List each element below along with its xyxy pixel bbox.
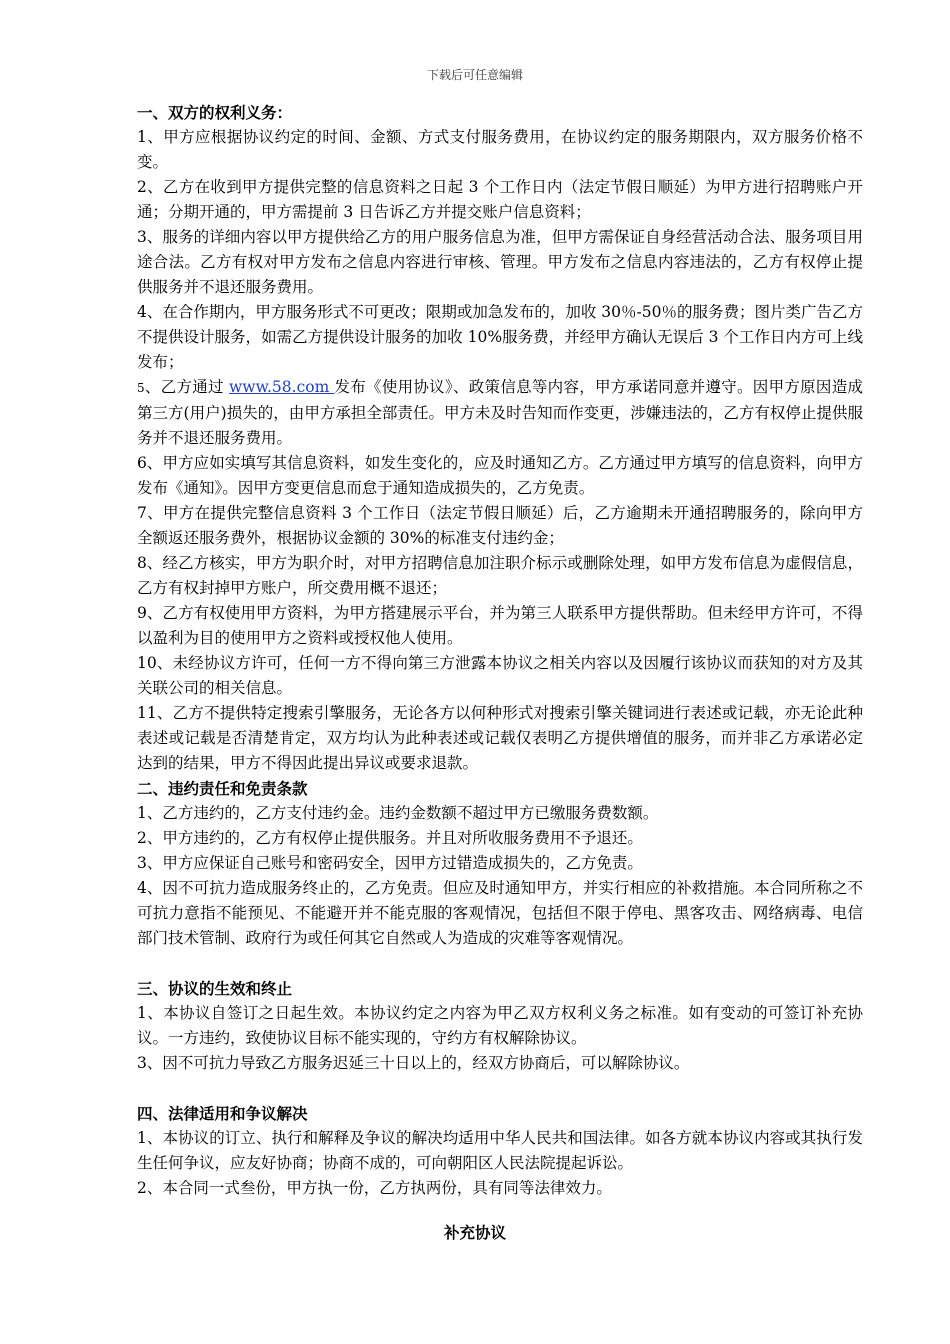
section-heading-law: 四、法律适用和争议解决: [137, 1104, 308, 1123]
clause-1-3: 3、服务的详细内容以甲方提供给乙方的用户服务信息为准，但甲方需保证自身经营活动合法、服务项目用途合法。乙方有权对甲方发布之信息内容进行审核、管理。甲方发布之信息内容违法的，乙方有权停止提供服务并不退还服务费用。: [137, 228, 863, 296]
clause-number: 5: [137, 381, 145, 395]
clause-1-1: 1、甲方应根据协议约定的时间、金额、方式支付服务费用，在协议约定的服务期限内，双方服务价格不变。: [137, 128, 863, 171]
clause-text: 发布《使用协议》、政策信息等内容，甲方承诺同意并遵守。因甲方原因造成第三方(用户)损失的，由甲方承担全部责任。甲方未及时告知而作变更，涉嫌违法的，乙方有权停止提供服务并不退还服务费用。: [137, 378, 863, 447]
clause-4-2: 2、本合同一式叁份，甲方执一份，乙方执两份，具有同等法律效力。: [137, 1179, 612, 1197]
clause-3-1: 1、本协议自签订之日起生效。本协议约定之内容为甲乙双方权利义务之标准。如有变动的可签订补充协议。一方违约，致使协议目标不能实现的，守约方有权解除协议。: [137, 1004, 863, 1047]
clause-2-2: 2、甲方违约的，乙方有权停止提供服务。并且对所收服务费用不予退还。: [137, 829, 643, 847]
website-link[interactable]: www.58.com: [229, 378, 335, 396]
clause-1-8: 8、经乙方核实，甲方为职介时，对甲方招聘信息加注职介标示或删除处理，如甲方发布信息为虚假信息，乙方有权封掉甲方账户，所交费用概不退还；: [137, 554, 863, 597]
spacer: [137, 951, 863, 976]
clause-2-1: 1、乙方违约的，乙方支付违约金。违约金数额不超过甲方已缴服务费数额。: [137, 804, 659, 822]
clause-2-3: 3、甲方应保证自己账号和密码安全，因甲方过错造成损失的，乙方免责。: [137, 854, 643, 872]
clause-3-3: 3、因不可抗力导致乙方服务迟延三十日以上的，经双方协商后，可以解除协议。: [137, 1054, 690, 1072]
clause-2-4: 4、因不可抗力造成服务终止的，乙方免责。但应及时通知甲方，并实行相应的补救措施。本合同所称之不可抗力意指不能预见、不能避开并不能克服的客观情况，包括但不限于停电、黑客攻击、网络病毒、电信部门技术管制、政府行为或任何其它自然或人为造成的灾难等客观情况。: [137, 879, 863, 947]
clause-4-1: 1、本协议的订立、执行和解释及争议的解决均适用中华人民共和国法律。如各方就本协议内容或其执行发生任何争议，应友好协商；协商不成的，可向朝阳区人民法院提起诉讼。: [137, 1129, 863, 1172]
supplementary-agreement-title: 补充协议: [443, 1223, 506, 1242]
page-header-note: 下载后可任意编辑: [426, 68, 523, 82]
clause-1-4: 4、在合作期内，甲方服务形式不可更改；限期或加急发布的，加收 30％-50％的服务费；图片类广告乙方不提供设计服务，如需乙方提供设计服务的加收 10%服务费，并经甲方确认无误后 3 个工作日内方可上线发布；: [137, 303, 863, 371]
spacer: [137, 1076, 863, 1101]
clause-1-6: 6、甲方应如实填写其信息资料，如发生变化的，应及时通知乙方。乙方通过甲方填写的信息资料，向甲方发布《通知》。因甲方变更信息而怠于通知造成损失的，乙方免责。: [137, 454, 863, 497]
clause-1-7: 7、甲方在提供完整信息资料 3 个工作日（法定节假日顺延）后，乙方逾期未开通招聘服务的，除向甲方全额返还服务费外，根据协议金额的 30%的标准支付违约金；: [137, 504, 863, 547]
section-heading-liability: 二、违约责任和免责条款: [137, 779, 308, 798]
clause-1-10: 10、未经协议方许可，任何一方不得向第三方泄露本协议之相关内容以及因履行该协议而获知的对方及其关联公司的相关信息。: [137, 654, 863, 697]
agreement-body: [137, 100, 863, 1201]
section-heading-rights: 一、双方的权利义务：: [137, 103, 293, 122]
section-heading-effect: 三、协议的生效和终止: [137, 979, 293, 998]
clause-text: 、乙方通过: [144, 378, 230, 396]
clause-1-11: 11、乙方不提供特定搜索引擎服务，无论各方以何种形式对搜索引擎关键词进行表述或记载，亦无论此种表述或记载是否清楚肯定，双方均认为此种表述或记载仅表明乙方提供增值的服务，而并非乙方承诺必定达到的结果，甲方不得因此提出异议或要求退款。: [137, 704, 863, 772]
clause-1-2: 2、乙方在收到甲方提供完整的信息资料之日起 3 个工作日内（法定节假日顺延）为甲方进行招聘账户开通；分期开通的，甲方需提前 3 日告诉乙方并提交账户信息资料；: [137, 178, 863, 221]
clause-1-5: [137, 375, 863, 451]
clause-1-9: 9、乙方有权使用甲方资料，为甲方搭建展示平台，并为第三人联系甲方提供帮助。但未经甲方许可，不得以盈利为目的使用甲方之资料或授权他人使用。: [137, 604, 863, 647]
